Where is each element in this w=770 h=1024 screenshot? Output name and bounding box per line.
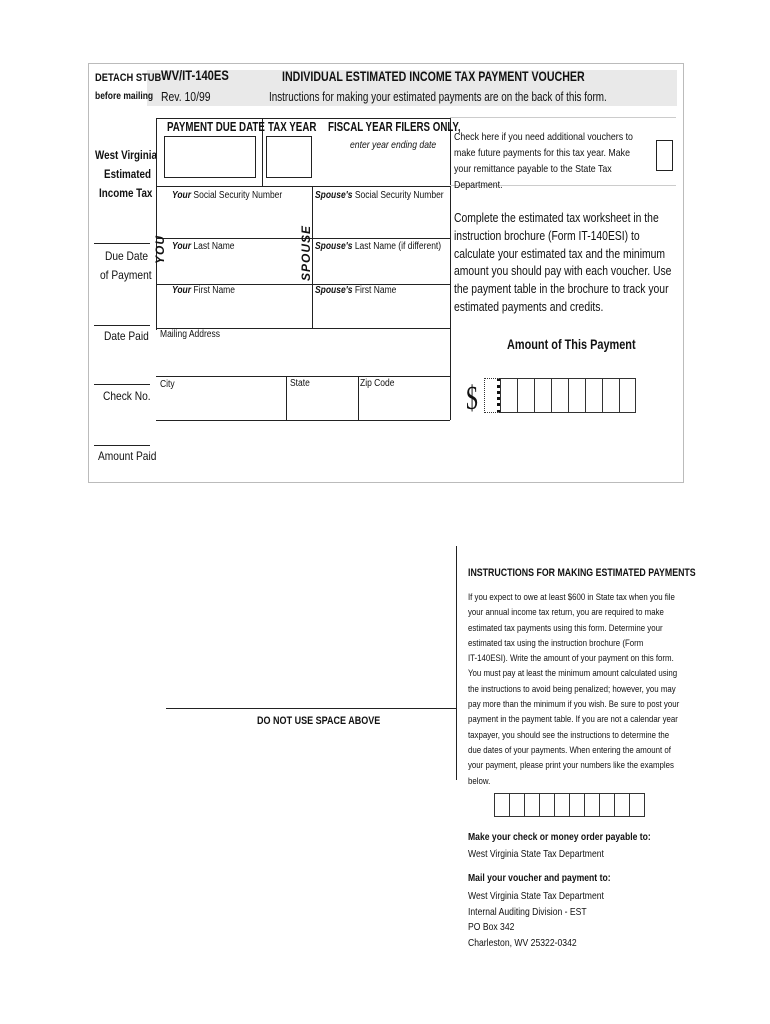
additional-vouchers-checkbox[interactable] [656, 140, 673, 171]
example-box [509, 793, 524, 817]
spouse-ssn-label: Social Security Number [354, 190, 444, 201]
agency-line-3: Income Tax [99, 186, 153, 200]
dollar-sign: $ [466, 380, 478, 417]
worksheet-instructions: Complete the estimated tax worksheet in the instruction brochure (Form IT-140ESI) to calculate your estimated tax and the minimum amount you should pay with each voucher. Use the payment table in the brochure to track your estimated payments and credits. [454, 211, 672, 314]
your-word: Your [172, 285, 192, 296]
address-line: Internal Auditing Division - EST [468, 905, 587, 918]
spouses-word: Spouse's [315, 241, 353, 252]
digit-box[interactable] [484, 378, 500, 413]
city-field[interactable]: City [160, 379, 175, 390]
digit-box[interactable] [500, 378, 517, 413]
fiscal-year-filers-label: FISCAL YEAR FILERS ONLY, [328, 120, 461, 134]
spouses-word: Spouse's [315, 285, 353, 296]
mailing-address-block [468, 889, 604, 951]
example-box [569, 793, 584, 817]
example-box [554, 793, 569, 817]
spouse-first-name-field[interactable] [315, 285, 396, 296]
your-word: Your [172, 190, 192, 201]
grid-line [156, 420, 450, 421]
zip-field[interactable]: Zip Code [360, 378, 395, 389]
your-last-name-field[interactable] [172, 241, 235, 252]
form-id: WV/IT-140ES [161, 67, 229, 83]
instruction-line: estimated tax payments using this form. Determine your [468, 622, 663, 634]
spouse-last-name-field[interactable] [315, 241, 441, 252]
do-not-use-label: DO NOT USE SPACE ABOVE [257, 715, 381, 727]
grid-line [156, 118, 450, 119]
payable-to: West Virginia State Tax Department [468, 848, 604, 860]
example-box [494, 793, 509, 817]
voucher-subtitle: Instructions for making your estimated payments are on the back of this form. [269, 89, 607, 104]
grid-line [156, 376, 450, 377]
digit-box[interactable] [585, 378, 602, 413]
digit-box[interactable] [602, 378, 619, 413]
amount-label: Amount of This Payment [507, 336, 636, 352]
mailing-address-field[interactable]: Mailing Address [160, 329, 221, 340]
detach-stub-label: DETACH STUB [95, 72, 162, 84]
digit-box[interactable] [619, 378, 636, 413]
due-date-line-2: of Payment [100, 268, 152, 282]
tax-year-field[interactable] [266, 136, 312, 178]
payment-due-date-field[interactable] [164, 136, 256, 178]
your-first-name-field[interactable] [172, 285, 235, 296]
tax-year-label: TAX YEAR [268, 120, 317, 134]
instruction-line: your payment, please print your numbers like the examples [468, 760, 674, 772]
your-ssn-field[interactable] [172, 190, 282, 201]
stub-divider [94, 325, 150, 326]
instruction-line: payment in the payment table. If you are not a calendar year [468, 714, 678, 726]
stub-divider [94, 445, 150, 446]
your-ssn-label: Social Security Number [193, 190, 283, 201]
instruction-line: IT-140ESI). Write the amount of your payment on this form. [468, 653, 674, 665]
spouse-label: SPOUSE [299, 224, 313, 281]
address-line: PO Box 342 [468, 921, 515, 933]
instruction-line: taxpayer, you should see the instructions to determine the [468, 729, 670, 741]
spouse-ssn-field[interactable] [315, 190, 444, 201]
fiscal-year-end-field[interactable] [318, 136, 448, 178]
grid-line [358, 376, 359, 420]
grid-line [286, 376, 287, 420]
agency-line-1: West Virginia [95, 148, 157, 162]
example-box [524, 793, 539, 817]
instruction-line: below. [468, 775, 491, 787]
grid-line [156, 118, 157, 330]
example-box [584, 793, 599, 817]
stub-divider [94, 384, 150, 385]
instruction-line: pay more than the minimum if you wish. Be sure to post your [468, 699, 680, 711]
spouse-last-name-label: Last Name (if different) [354, 241, 442, 252]
instruction-line: due dates of your payments. When entering the amount of [468, 744, 671, 756]
date-paid-label: Date Paid [104, 329, 149, 343]
digit-box[interactable] [568, 378, 585, 413]
your-first-name-label: First Name [193, 285, 235, 296]
digit-box[interactable] [517, 378, 534, 413]
instruction-line: the instructions to avoid being penalized; however, you may [468, 683, 676, 695]
spouse-first-name-label: First Name [354, 285, 397, 296]
separator-line [456, 546, 457, 780]
your-word: Your [172, 241, 192, 252]
check-here-text: Check here if you need additional vouchers to make future payments for this tax year. Make your remittance payable to the State Tax Department. [454, 131, 633, 191]
example-box [614, 793, 629, 817]
example-box [599, 793, 614, 817]
amount-paid-label: Amount Paid [98, 449, 157, 463]
instructions-body [468, 590, 683, 789]
enter-year-ending-label: enter year ending date [350, 139, 437, 151]
instructions-heading: INSTRUCTIONS FOR MAKING ESTIMATED PAYMENTS [468, 567, 696, 579]
state-field[interactable]: State [290, 378, 310, 389]
stub-divider [94, 243, 150, 244]
example-box [539, 793, 554, 817]
due-date-line-1: Due Date [105, 249, 149, 263]
before-mailing-label: before mailing [95, 91, 154, 102]
payable-heading: Make your check or money order payable to: [468, 831, 651, 843]
agency-line-2: Estimated [104, 167, 152, 181]
example-digit-boxes [494, 793, 645, 817]
you-label: YOU [153, 234, 167, 264]
instruction-line: If you expect to owe at least $600 in State tax when you file [468, 592, 675, 603]
voucher-title: INDIVIDUAL ESTIMATED INCOME TAX PAYMENT VOUCHER [282, 68, 585, 84]
spouses-word: Spouse's [315, 190, 353, 201]
payment-due-date-label: PAYMENT DUE DATE [167, 120, 265, 134]
address-line: West Virginia State Tax Department [468, 890, 604, 902]
mail-heading: Mail your voucher and payment to: [468, 872, 611, 884]
address-line: Charleston, WV 25322-0342 [468, 936, 577, 949]
example-box [629, 793, 645, 817]
check-no-label: Check No. [103, 389, 151, 403]
your-last-name-label: Last Name [193, 241, 235, 252]
separator-line [166, 708, 456, 709]
grid-line [156, 186, 450, 187]
instruction-line: your annual income tax return, you are required to make [468, 607, 664, 619]
instruction-line: estimated tax using the instruction brochure (Form [468, 637, 644, 649]
digit-box[interactable] [551, 378, 568, 413]
digit-box[interactable] [534, 378, 551, 413]
form-revision: Rev. 10/99 [161, 89, 211, 104]
instruction-line: You must pay at least the minimum amount calculated using [468, 668, 678, 680]
amount-digit-boxes[interactable] [484, 378, 636, 413]
